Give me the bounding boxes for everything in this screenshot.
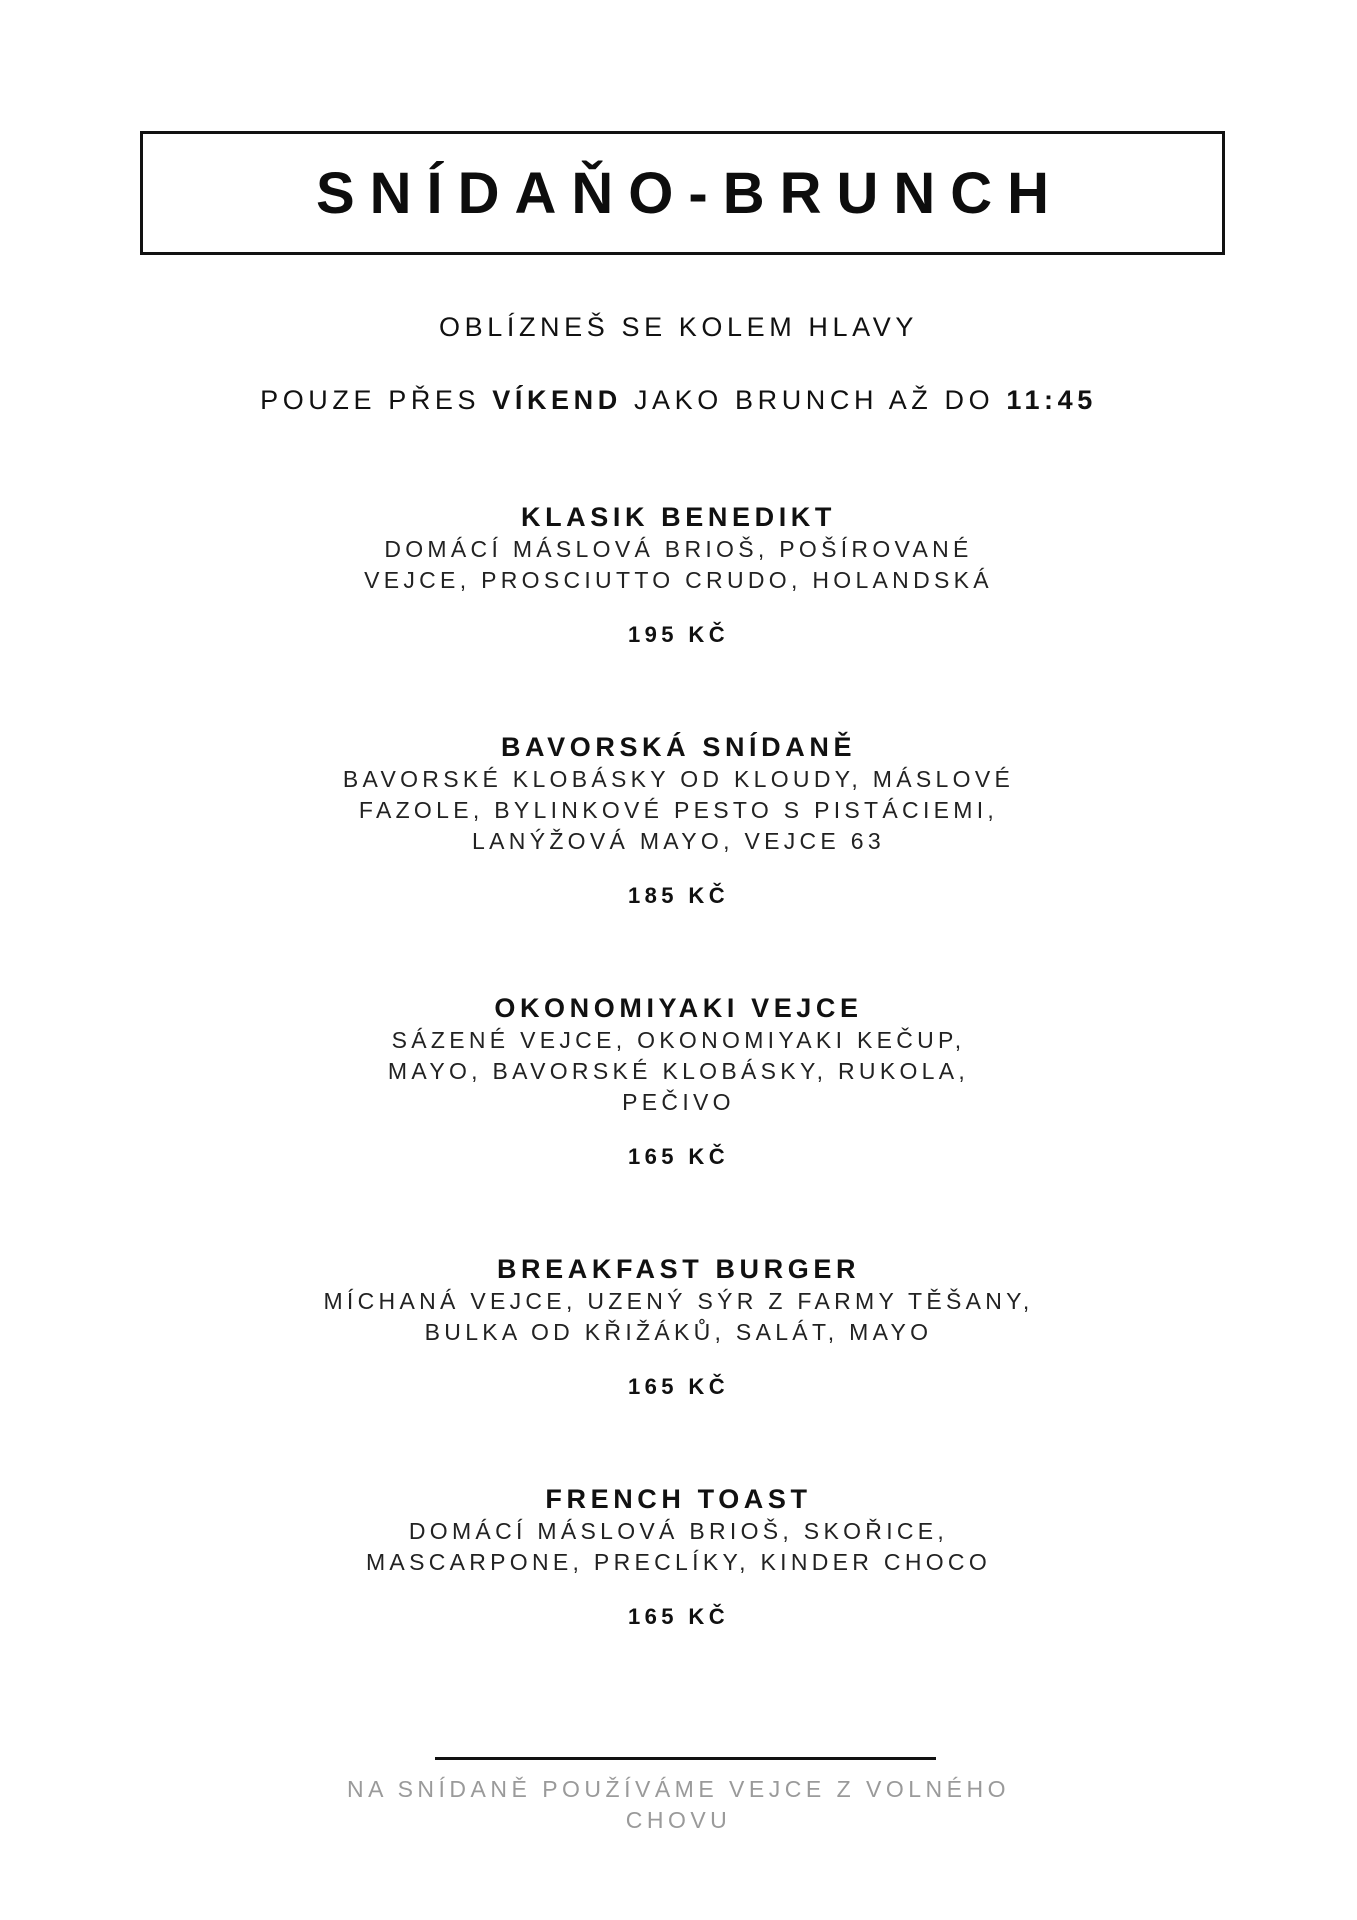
- page-title: SNÍDAŇO-BRUNCH: [315, 160, 1065, 226]
- footnote: [0, 1774, 1357, 1836]
- item-price: 165 KČ: [628, 1374, 729, 1399]
- item-name: BAVORSKÁ SNÍDANĚ: [500, 732, 857, 762]
- notice-text-2: JAKO BRUNCH AŽ DO: [621, 385, 1007, 415]
- item-description-line: VEJCE, PROSCIUTTO CRUDO, HOLANDSKÁ: [364, 567, 993, 593]
- item-description-line: MÍCHANÁ VEJCE, UZENÝ SÝR Z FARMY TĚŠANY,: [323, 1288, 1034, 1314]
- item-description-line: SÁZENÉ VEJCE, OKONOMIYAKI KEČUP,: [391, 1027, 966, 1053]
- item-description-line: MASCARPONE, PRECLÍKY, KINDER CHOCO: [365, 1549, 992, 1575]
- item-description-line: LANÝŽOVÁ MAYO, VEJCE 63: [472, 828, 885, 854]
- menu-item: [0, 730, 1357, 911]
- menu-item: [0, 991, 1357, 1172]
- item-price: 165 KČ: [628, 1604, 729, 1629]
- item-description-line: BULKA OD KŘIŽÁKŮ, SALÁT, MAYO: [424, 1319, 933, 1345]
- item-price: 185 KČ: [628, 883, 729, 908]
- title-box: [140, 131, 1225, 255]
- menu-item: [0, 1482, 1357, 1632]
- item-description-line: DOMÁCÍ MÁSLOVÁ BRIOŠ, SKOŘICE,: [408, 1518, 949, 1544]
- weekend-notice: [0, 385, 1357, 416]
- item-description-line: FAZOLE, BYLINKOVÉ PESTO S PISTÁCIEMI,: [358, 797, 999, 823]
- item-name: KLASIK BENEDIKT: [520, 502, 836, 532]
- item-description-line: BAVORSKÉ KLOBÁSKY OD KLOUDY, MÁSLOVÉ: [342, 766, 1015, 792]
- menu-item: [0, 500, 1357, 650]
- footnote-line: CHOVU: [625, 1807, 732, 1833]
- notice-time: 11:45: [1006, 385, 1097, 415]
- item-description-line: MAYO, BAVORSKÉ KLOBÁSKY, RUKOLA,: [387, 1058, 970, 1084]
- footnote-line: NA SNÍDANĚ POUŽÍVÁME VEJCE Z VOLNÉHO: [347, 1776, 1010, 1802]
- item-name: BREAKFAST BURGER: [496, 1254, 861, 1284]
- item-price: 165 KČ: [628, 1144, 729, 1169]
- item-name: FRENCH TOAST: [545, 1484, 812, 1514]
- subtitle: OBLÍZNEŠ SE KOLEM HLAVY: [439, 312, 918, 342]
- menu-item: [0, 1252, 1357, 1402]
- notice-text-1: POUZE PŘES: [260, 385, 493, 415]
- item-description-line: DOMÁCÍ MÁSLOVÁ BRIOŠ, POŠÍROVANÉ: [384, 536, 973, 562]
- item-name: OKONOMIYAKI VEJCE: [494, 993, 863, 1023]
- footer-divider: [435, 1757, 936, 1760]
- item-description-line: PEČIVO: [622, 1089, 735, 1115]
- item-price: 195 KČ: [628, 622, 729, 647]
- notice-weekend: VÍKEND: [492, 385, 622, 415]
